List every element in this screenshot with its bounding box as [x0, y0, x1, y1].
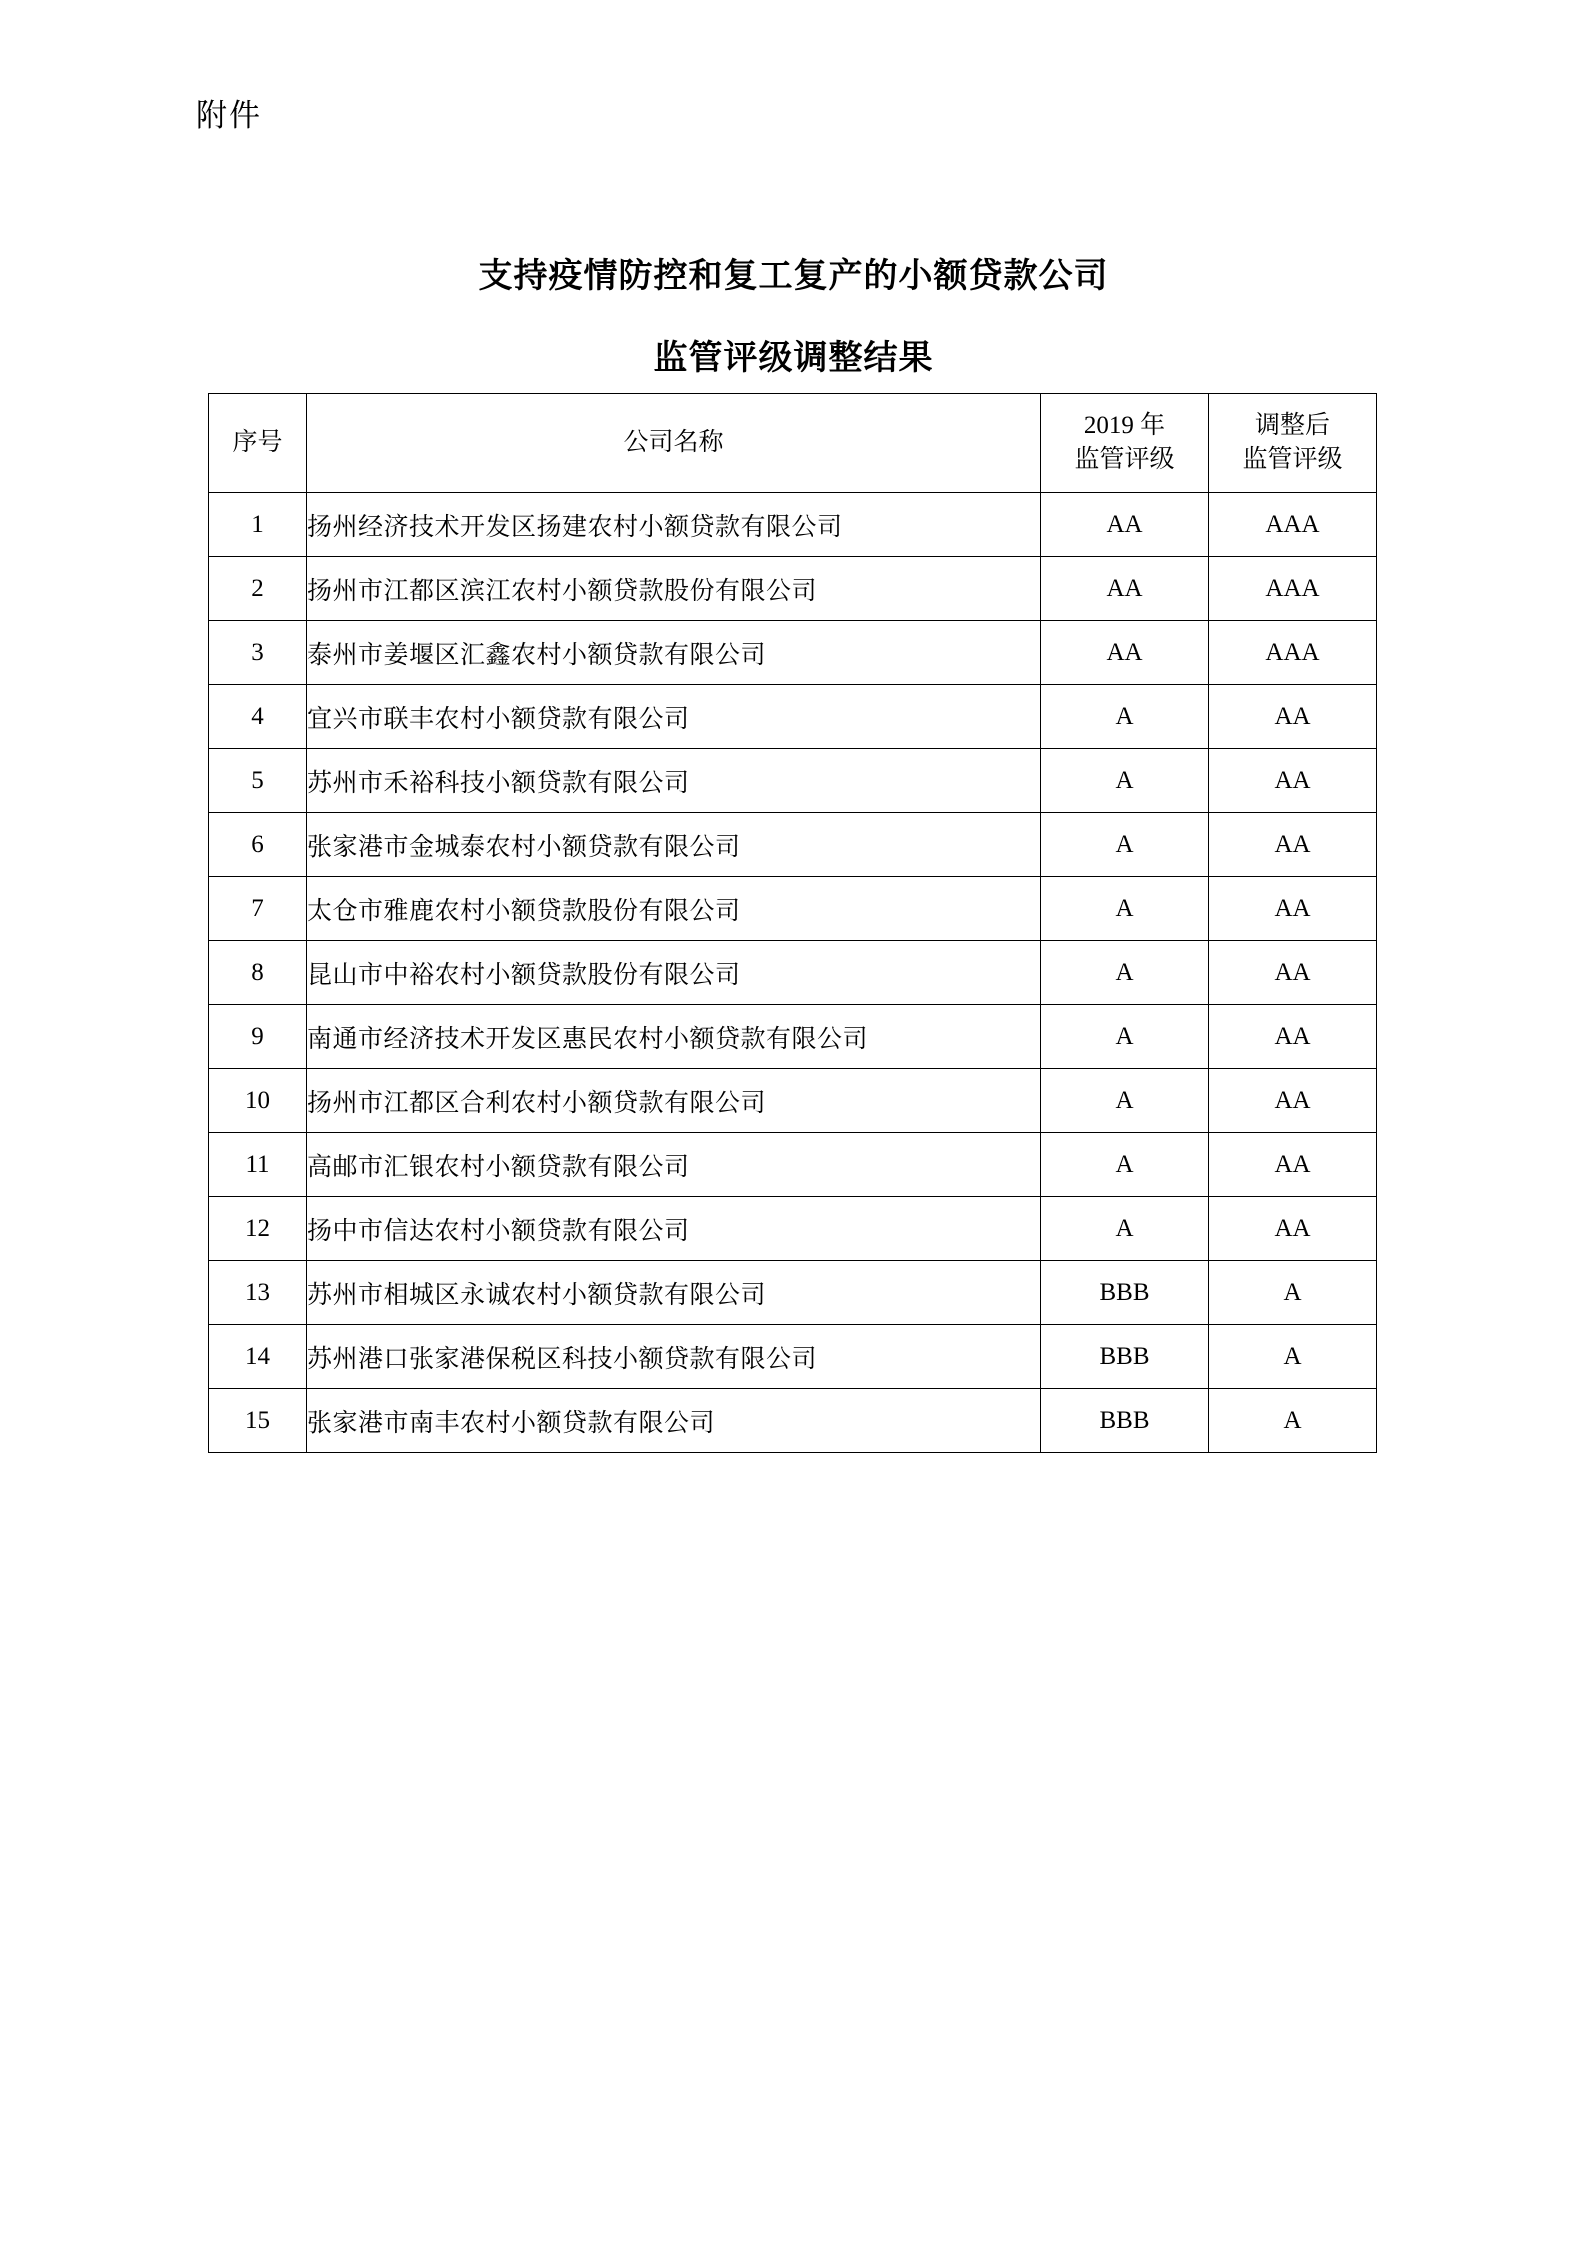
- cell-old-rating: BBB: [1041, 1325, 1209, 1389]
- cell-old-rating: A: [1041, 749, 1209, 813]
- cell-index: 10: [209, 1069, 307, 1133]
- cell-company-name: 苏州港口张家港保税区科技小额贷款有限公司: [307, 1325, 1041, 1389]
- table-header: [209, 394, 1377, 493]
- cell-index: 8: [209, 941, 307, 1005]
- table-row: [209, 877, 1377, 941]
- cell-old-rating: A: [1041, 1133, 1209, 1197]
- cell-old-rating: AA: [1041, 557, 1209, 621]
- cell-new-rating: A: [1209, 1389, 1377, 1453]
- table-row: [209, 1325, 1377, 1389]
- cell-new-rating: AAA: [1209, 557, 1377, 621]
- cell-company-name: 扬州市江都区滨江农村小额贷款股份有限公司: [307, 557, 1041, 621]
- cell-company-name: 苏州市相城区永诚农村小额贷款有限公司: [307, 1261, 1041, 1325]
- column-header-old-rating: [1041, 394, 1209, 493]
- cell-old-rating: AA: [1041, 621, 1209, 685]
- table-row: [209, 685, 1377, 749]
- cell-index: 15: [209, 1389, 307, 1453]
- cell-index: 2: [209, 557, 307, 621]
- cell-index: 3: [209, 621, 307, 685]
- cell-old-rating: A: [1041, 941, 1209, 1005]
- cell-index: 6: [209, 813, 307, 877]
- cell-index: 12: [209, 1197, 307, 1261]
- document-title: 支持疫情防控和复工复产的小额贷款公司: [478, 258, 1109, 295]
- column-header-company: 公司名称: [307, 394, 1041, 493]
- cell-new-rating: A: [1209, 1325, 1377, 1389]
- table-row: [209, 1261, 1377, 1325]
- table-body: [209, 493, 1377, 1453]
- cell-old-rating: A: [1041, 1005, 1209, 1069]
- cell-new-rating: AAA: [1209, 493, 1377, 557]
- cell-company-name: 高邮市汇银农村小额贷款有限公司: [307, 1133, 1041, 1197]
- cell-company-name: 扬州市江都区合利农村小额贷款有限公司: [307, 1069, 1041, 1133]
- cell-index: 4: [209, 685, 307, 749]
- cell-company-name: 苏州市禾裕科技小额贷款有限公司: [307, 749, 1041, 813]
- column-header-index: 序号: [209, 394, 307, 493]
- cell-new-rating: AA: [1209, 749, 1377, 813]
- cell-company-name: 泰州市姜堰区汇鑫农村小额贷款有限公司: [307, 621, 1041, 685]
- cell-old-rating: A: [1041, 1197, 1209, 1261]
- cell-old-rating: BBB: [1041, 1261, 1209, 1325]
- cell-index: 11: [209, 1133, 307, 1197]
- table-row: [209, 813, 1377, 877]
- cell-company-name: 扬州经济技术开发区扬建农村小额贷款有限公司: [307, 493, 1041, 557]
- cell-index: 13: [209, 1261, 307, 1325]
- table-header-row: [209, 394, 1377, 493]
- cell-company-name: 张家港市南丰农村小额贷款有限公司: [307, 1389, 1041, 1453]
- cell-company-name: 扬中市信达农村小额贷款有限公司: [307, 1197, 1041, 1261]
- cell-new-rating: AA: [1209, 1069, 1377, 1133]
- cell-new-rating: AA: [1209, 1133, 1377, 1197]
- cell-old-rating: AA: [1041, 493, 1209, 557]
- column-header-old-rating-line1: 2019 年: [1083, 412, 1166, 440]
- cell-old-rating: A: [1041, 877, 1209, 941]
- cell-company-name: 宜兴市联丰农村小额贷款有限公司: [307, 685, 1041, 749]
- column-header-new-rating: [1209, 394, 1377, 493]
- cell-company-name: 南通市经济技术开发区惠民农村小额贷款有限公司: [307, 1005, 1041, 1069]
- cell-index: 5: [209, 749, 307, 813]
- table-row: [209, 941, 1377, 1005]
- cell-old-rating: A: [1041, 1069, 1209, 1133]
- table-row: [209, 557, 1377, 621]
- cell-new-rating: AA: [1209, 1005, 1377, 1069]
- cell-new-rating: AA: [1209, 877, 1377, 941]
- cell-company-name: 张家港市金城泰农村小额贷款有限公司: [307, 813, 1041, 877]
- cell-old-rating: A: [1041, 813, 1209, 877]
- cell-old-rating: A: [1041, 685, 1209, 749]
- table-row: [209, 1133, 1377, 1197]
- table-row: [209, 1005, 1377, 1069]
- document-subtitle: 监管评级调整结果: [653, 340, 934, 377]
- cell-index: 9: [209, 1005, 307, 1069]
- cell-company-name: 太仓市雅鹿农村小额贷款股份有限公司: [307, 877, 1041, 941]
- cell-new-rating: AA: [1209, 813, 1377, 877]
- table-row: [209, 1069, 1377, 1133]
- cell-company-name: 昆山市中裕农村小额贷款股份有限公司: [307, 941, 1041, 1005]
- cell-new-rating: A: [1209, 1261, 1377, 1325]
- rating-adjustment-table: [208, 393, 1377, 1453]
- table-row: [209, 1197, 1377, 1261]
- table-row: [209, 1389, 1377, 1453]
- cell-new-rating: AA: [1209, 1197, 1377, 1261]
- table-row: [209, 621, 1377, 685]
- column-header-old-rating-line2: 监管评级: [1074, 446, 1175, 473]
- column-header-new-rating-line2: 监管评级: [1242, 446, 1343, 473]
- cell-new-rating: AA: [1209, 941, 1377, 1005]
- table-row: [209, 493, 1377, 557]
- column-header-new-rating-line1: 调整后: [1254, 412, 1330, 440]
- cell-index: 7: [209, 877, 307, 941]
- table-row: [209, 749, 1377, 813]
- cell-index: 14: [209, 1325, 307, 1389]
- attachment-label: 附件: [196, 98, 262, 133]
- cell-new-rating: AAA: [1209, 621, 1377, 685]
- cell-new-rating: AA: [1209, 685, 1377, 749]
- cell-old-rating: BBB: [1041, 1389, 1209, 1453]
- cell-index: 1: [209, 493, 307, 557]
